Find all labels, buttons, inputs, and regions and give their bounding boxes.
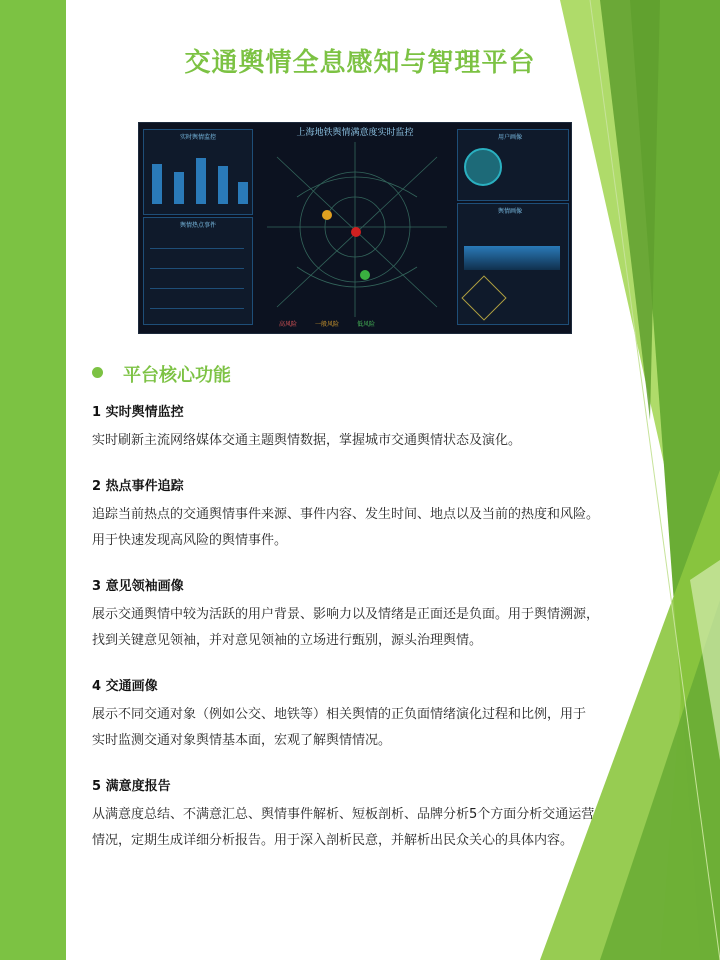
legend-medium-risk: 一般风险 bbox=[315, 321, 340, 328]
feature-text: 追踪当前热点的交通舆情事件来源、事件内容、发生时间、地点以及当前的热度和风险。 bbox=[92, 507, 600, 522]
bullet-dot-icon bbox=[92, 367, 103, 378]
feature-title: 4 交通画像 bbox=[92, 679, 158, 694]
dashboard-title: 上海地铁舆情满意度实时监控 bbox=[296, 128, 414, 138]
dashboard-screenshot bbox=[138, 122, 572, 334]
feature-text: 实时刷新主流网络媒体交通主题舆情数据，掌握城市交通舆情状态及演化。 bbox=[92, 433, 522, 448]
page-title: 交通舆情全息感知与智理平台 bbox=[184, 48, 536, 78]
feature-title: 1 实时舆情监控 bbox=[92, 405, 184, 420]
legend-high-risk: 高风险 bbox=[279, 321, 298, 328]
panel-label: 舆情热点事件 bbox=[180, 222, 217, 229]
panel-hot-events bbox=[143, 217, 253, 325]
features-header bbox=[92, 358, 652, 392]
core-features bbox=[92, 358, 652, 854]
panel-realtime-monitor bbox=[143, 129, 253, 215]
feature-title: 3 意见领袖画像 bbox=[92, 579, 184, 594]
panel-label: 舆情画像 bbox=[498, 208, 523, 215]
feature-text: 展示不同交通对象（例如公交、地铁等）相关舆情的正负面情绪演化过程和比例，用于 bbox=[92, 707, 587, 722]
feature-text: 从满意度总结、不满意汇总、舆情事件解析、短板剖析、品牌分析5个方面分析交通运营 bbox=[92, 807, 595, 822]
feature-text: 情况，定期生成详细分析报告。用于深入剖析民意，并解析出民众关心的具体内容。 bbox=[92, 833, 574, 848]
panel-label: 用户画像 bbox=[498, 134, 523, 141]
feature-text: 实时监测交通对象舆情基本面，宏观了解舆情情况。 bbox=[92, 733, 392, 748]
panel-label: 实时舆情监控 bbox=[180, 134, 217, 141]
legend-low-risk: 低风险 bbox=[357, 321, 376, 328]
feature-text: 展示交通舆情中较为活跃的用户背景、影响力以及情绪是正面还是负面。用于舆情溯源， bbox=[92, 607, 600, 622]
panel-user-profile bbox=[457, 129, 569, 201]
feature-title: 2 热点事件追踪 bbox=[92, 479, 184, 494]
feature-item bbox=[92, 576, 652, 654]
feature-text: 找到关键意见领袖，并对意见领袖的立场进行甄别，源头治理舆情。 bbox=[92, 633, 483, 648]
feature-item bbox=[92, 476, 652, 554]
feature-item bbox=[92, 676, 652, 754]
metro-map bbox=[257, 137, 453, 321]
feature-item bbox=[92, 776, 652, 854]
features-heading: 平台核心功能 bbox=[123, 365, 231, 386]
panel-traffic-profile bbox=[457, 203, 569, 325]
feature-text: 用于快速发现高风险的舆情事件。 bbox=[92, 533, 288, 548]
feature-item bbox=[92, 402, 652, 454]
feature-title: 5 满意度报告 bbox=[92, 779, 171, 794]
